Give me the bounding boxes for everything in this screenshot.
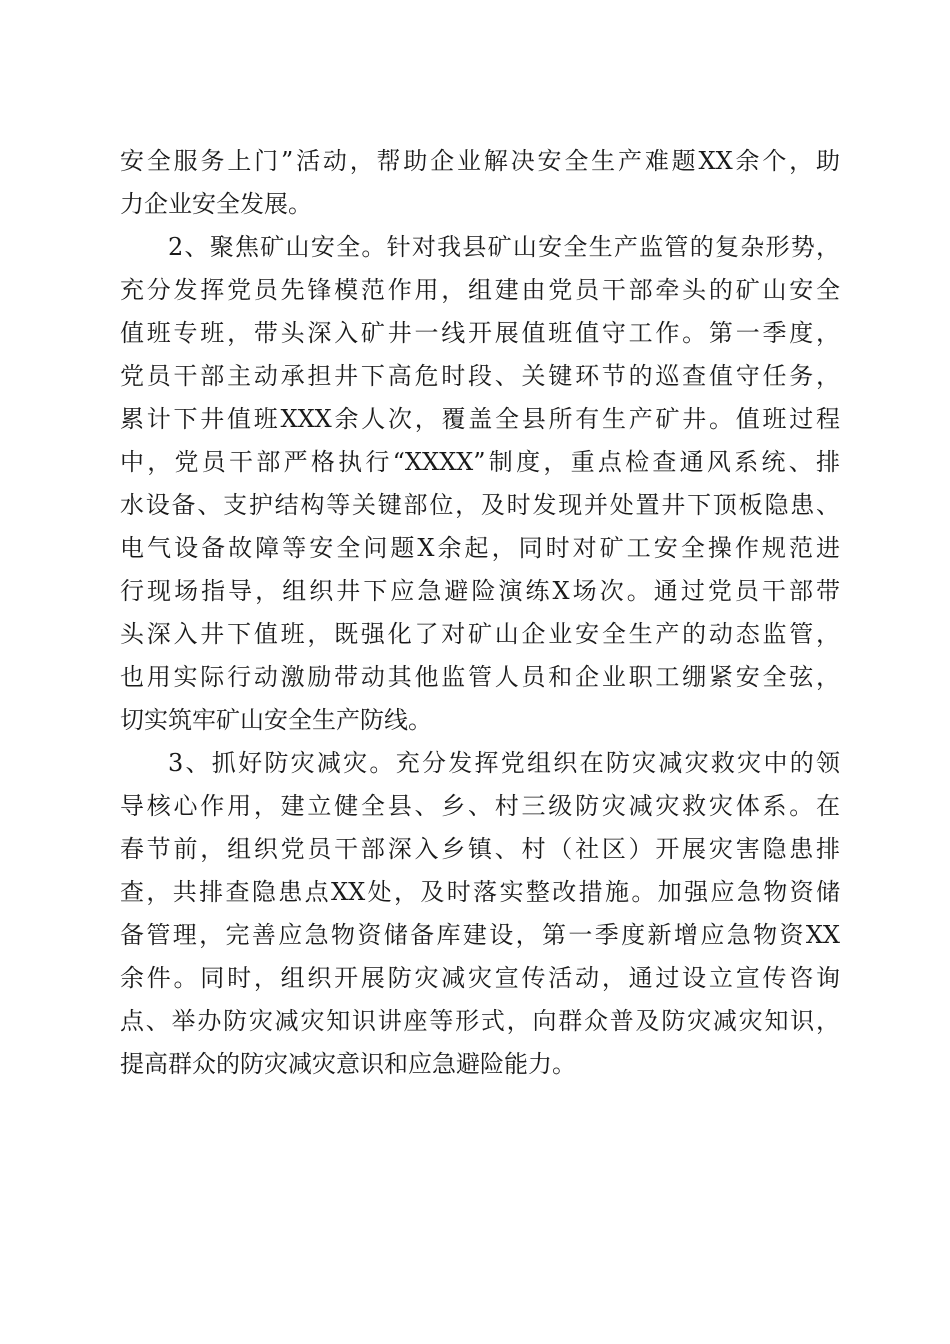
text-line: 3、抓好防灾减灾。充分发挥党组织在防灾减灾救灾中的领 [168, 749, 840, 777]
document-body [120, 140, 840, 1086]
text-line: 中，党员干部严格执行“XXXX”制度，重点检查通风系统、排 [120, 448, 840, 476]
text-line: 点、举办防灾减灾知识讲座等形式，向群众普及防灾减灾知识， [120, 1007, 840, 1035]
text-line: 备管理，完善应急物资储备库建设，第一季度新增应急物资XX [120, 921, 840, 949]
text-line: 导核心作用，建立健全县、乡、村三级防灾减灾救灾体系。在 [120, 792, 840, 820]
text-line: 值班专班，带头深入矿井一线开展值班值守工作。第一季度， [120, 319, 840, 347]
text-line: 提高群众的防灾减灾意识和应急避险能力。 [120, 1050, 576, 1078]
text-line: 查，共排查隐患点XX处，及时落实整改措施。加强应急物资储 [120, 878, 840, 906]
text-line: 党员干部主动承担井下高危时段、关键环节的巡查值守任务， [120, 362, 840, 390]
text-line: 余件。同时，组织开展防灾减灾宣传活动，通过设立宣传咨询 [120, 964, 840, 992]
text-line: 头深入井下值班，既强化了对矿山企业安全生产的动态监管， [120, 620, 840, 648]
text-line: 安全服务上门”活动，帮助企业解决安全生产难题XX余个，助 [120, 147, 840, 175]
text-line: 也用实际行动激励带动其他监管人员和企业职工绷紧安全弦， [120, 663, 840, 691]
text-line: 春节前，组织党员干部深入乡镇、村（社区）开展灾害隐患排 [120, 835, 840, 863]
text-line: 2、聚焦矿山安全。针对我县矿山安全生产监管的复杂形势， [168, 233, 840, 261]
text-line: 水设备、支护结构等关键部位，及时发现并处置井下顶板隐患、 [120, 491, 840, 519]
text-line: 行现场指导，组织井下应急避险演练X场次。通过党员干部带 [120, 577, 840, 605]
text-line: 累计下井值班XXX余人次，覆盖全县所有生产矿井。值班过程 [120, 405, 840, 433]
text-line: 力企业安全发展。 [120, 190, 312, 218]
text-line: 切实筑牢矿山安全生产防线。 [120, 706, 432, 734]
text-line: 充分发挥党员先锋模范作用，组建由党员干部牵头的矿山安全 [120, 276, 840, 304]
text-line: 电气设备故障等安全问题X余起，同时对矿工安全操作规范进 [120, 534, 840, 562]
